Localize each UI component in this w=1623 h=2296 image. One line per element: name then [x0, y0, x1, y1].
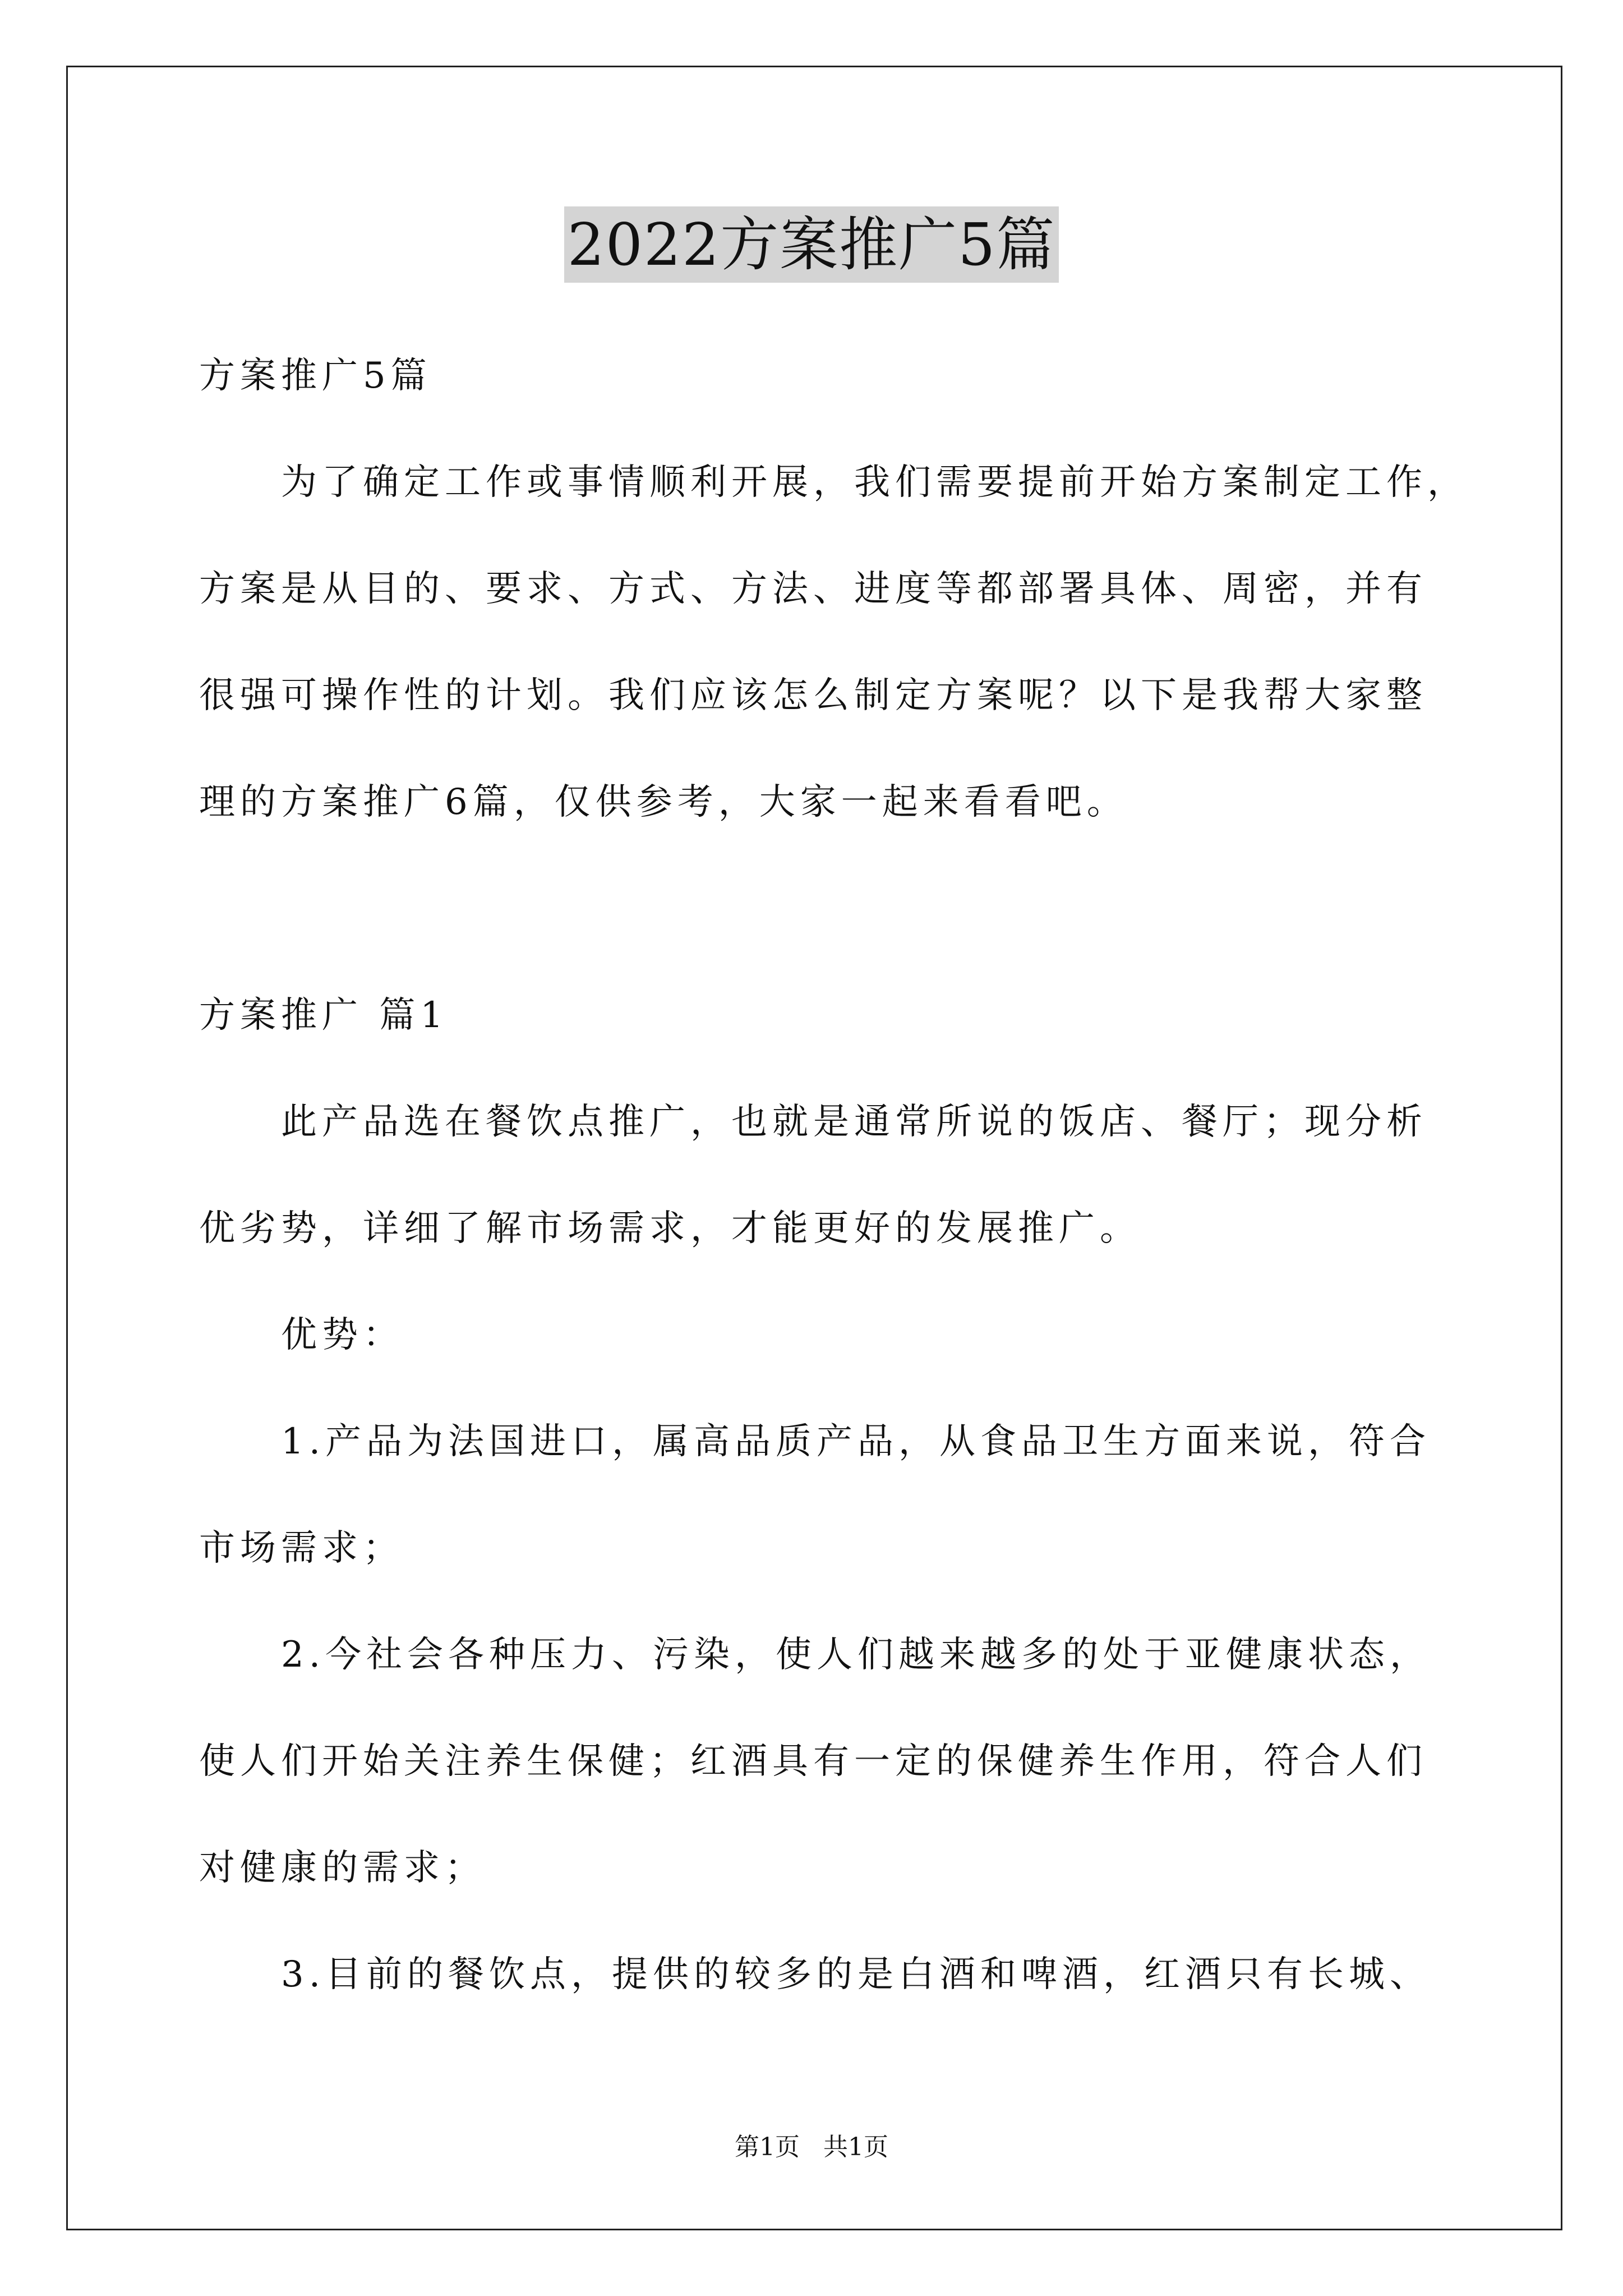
body-line: 1.产品为法国进口，属高品质产品，从食品卫生方面来说，符合 [281, 1421, 1431, 1462]
section-heading: 方案推广 篇1 [199, 995, 449, 1036]
intro-line: 方案是从目的、要求、方式、方法、进度等都部署具体、周密，并有 [199, 568, 1427, 610]
body-line: 使人们开始关注养生保健；红酒具有一定的保健养生作用，符合人们 [199, 1741, 1427, 1782]
body-line: 3.目前的餐饮点，提供的较多的是白酒和啤酒，红酒只有长城、 [281, 1954, 1431, 1995]
intro-line: 很强可操作性的计划。我们应该怎么制定方案呢？以下是我帮大家整 [199, 675, 1427, 716]
body-line: 优劣势，详细了解市场需求，才能更好的发展推广。 [199, 1208, 1141, 1249]
document-title: 2022方案推广5篇 [564, 206, 1059, 283]
body-line: 对健康的需求； [199, 1847, 486, 1889]
page-footer [0, 2132, 1623, 2163]
page-total: 共1页 [823, 2133, 888, 2161]
body-line: 此产品选在餐饮点推广，也就是通常所说的饭店、餐厅；现分析 [281, 1101, 1427, 1143]
intro-line: 为了确定工作或事情顺利开展，我们需要提前开始方案制定工作， [281, 462, 1468, 503]
page-number: 第1页 [735, 2133, 800, 2161]
body-line: 2.今社会各种压力、污染，使人们越来越多的处于亚健康状态， [281, 1634, 1431, 1676]
subtitle: 方案推广5篇 [199, 355, 432, 397]
intro-line: 理的方案推广6篇，仅供参考，大家一起来看看吧。 [199, 781, 1128, 823]
body-line: 优势： [281, 1314, 404, 1356]
body-line: 市场需求； [199, 1527, 404, 1569]
title-container [0, 206, 1623, 283]
